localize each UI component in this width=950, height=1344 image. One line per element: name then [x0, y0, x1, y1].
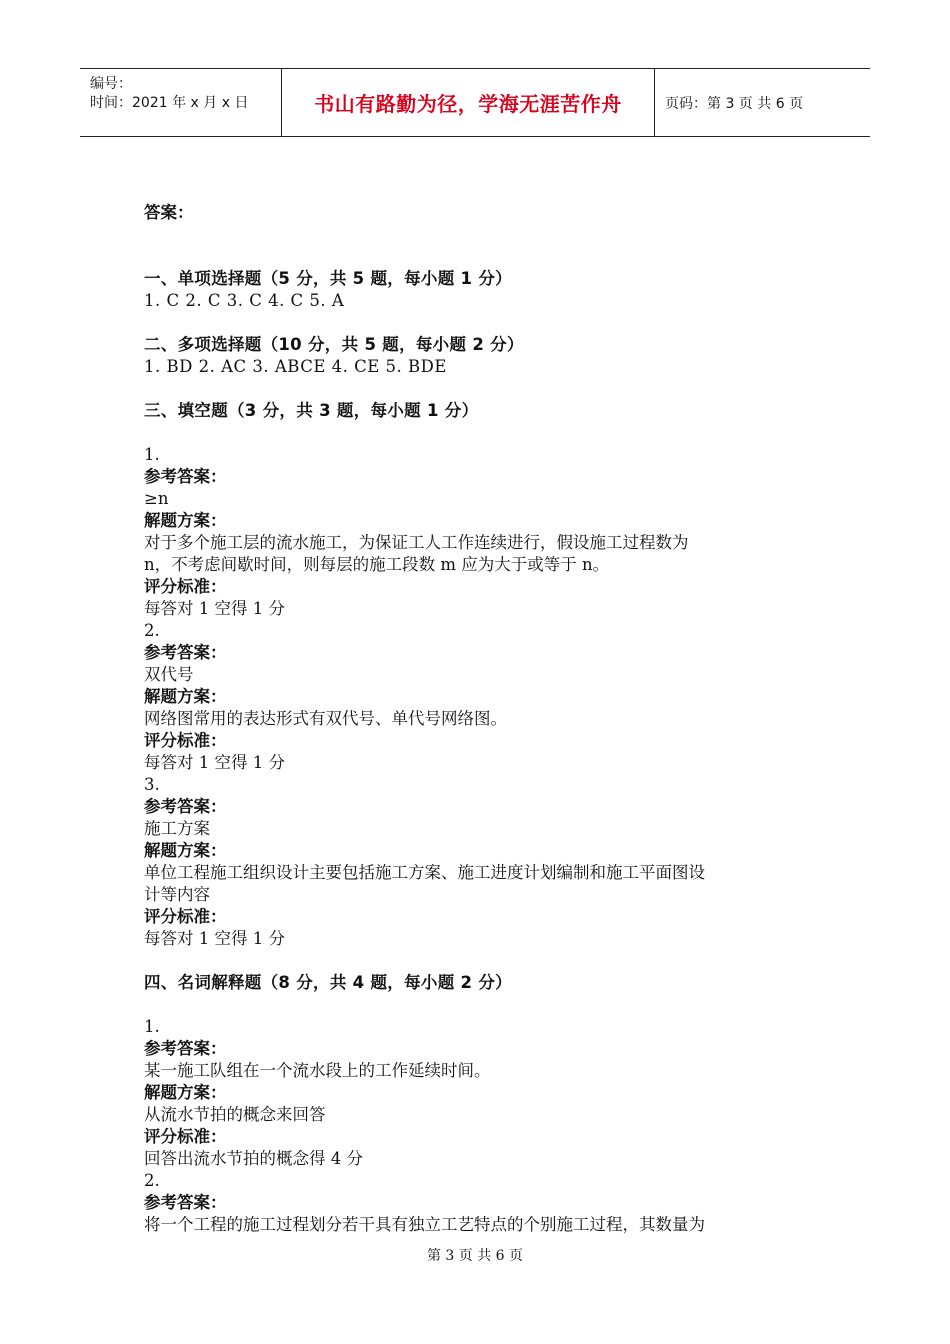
solution-label: 解题方案： — [144, 1083, 227, 1102]
scoring-label: 评分标准： — [144, 1127, 227, 1146]
header-info — [80, 69, 282, 136]
ref-answer: 施工方案 — [144, 819, 210, 838]
solution-text: 计等内容 — [144, 885, 210, 904]
ref-answer: 双代号 — [144, 665, 194, 684]
section-1-title: 一、单项选择题（5 分，共 5 题，每小题 1 分） — [144, 269, 512, 288]
solution-label: 解题方案： — [144, 841, 227, 860]
scoring-text: 回答出流水节拍的概念得 4 分 — [144, 1149, 363, 1168]
header-page-cell — [655, 69, 870, 136]
number-label: 编号： — [90, 76, 132, 92]
page-footer: 第 3 页 共 6 页 — [426, 1248, 524, 1264]
ref-answer-label: 参考答案： — [144, 643, 227, 662]
page-header — [80, 68, 870, 137]
solution-label: 解题方案： — [144, 511, 227, 530]
ref-answer: 将一个工程的施工过程划分若干具有独立工艺特点的个别施工过程，其数量为 — [144, 1215, 705, 1234]
solution-text: 网络图常用的表达形式有双代号、单代号网络图。 — [144, 709, 507, 728]
page-info: 页码：第 3 页 共 6 页 — [665, 95, 804, 112]
scoring-text: 每答对 1 空得 1 分 — [144, 753, 285, 772]
ref-answer: ≥n — [144, 489, 169, 508]
motto: 书山有路勤为径，学海无涯苦作舟 — [314, 92, 622, 116]
solution-text: 单位工程施工组织设计主要包括施工方案、施工进度计划编制和施工平面图设 — [144, 863, 705, 882]
ref-answer-label: 参考答案： — [144, 467, 227, 486]
section-1-answers: 1. C 2. C 3. C 4. C 5. A — [144, 291, 345, 310]
header-motto-cell — [282, 69, 655, 136]
ref-answer-label: 参考答案： — [144, 1039, 227, 1058]
scoring-label: 评分标准： — [144, 731, 227, 750]
solution-text: 从流水节拍的概念来回答 — [144, 1105, 326, 1124]
answer-title: 答案： — [144, 203, 194, 222]
date-line: 时间：2021 年 x 月 x 日 — [90, 95, 249, 111]
solution-text: n，不考虑间歇时间，则每层的施工段数 m 应为大于或等于 n。 — [144, 555, 610, 574]
section-3-title: 三、填空题（3 分，共 3 题，每小题 1 分） — [144, 401, 479, 420]
section-4-title: 四、名词解释题（8 分，共 4 题，每小题 2 分） — [144, 973, 512, 992]
solution-text: 对于多个施工层的流水施工，为保证工人工作连续进行，假设施工过程数为 — [144, 533, 689, 552]
section-2-answers: 1. BD 2. AC 3. ABCE 4. CE 5. BDE — [144, 357, 447, 376]
question-number: 2. — [144, 1171, 160, 1190]
scoring-text: 每答对 1 空得 1 分 — [144, 599, 285, 618]
section-2-title: 二、多项选择题（10 分，共 5 题，每小题 2 分） — [144, 335, 524, 354]
scoring-label: 评分标准： — [144, 907, 227, 926]
question-number: 3. — [144, 775, 160, 794]
ref-answer: 某一施工队组在一个流水段上的工作延续时间。 — [144, 1061, 491, 1080]
question-number: 1. — [144, 1017, 160, 1036]
question-number: 1. — [144, 445, 160, 464]
question-number: 2. — [144, 621, 160, 640]
scoring-text: 每答对 1 空得 1 分 — [144, 929, 285, 948]
ref-answer-label: 参考答案： — [144, 797, 227, 816]
solution-label: 解题方案： — [144, 687, 227, 706]
scoring-label: 评分标准： — [144, 577, 227, 596]
ref-answer-label: 参考答案： — [144, 1193, 227, 1212]
